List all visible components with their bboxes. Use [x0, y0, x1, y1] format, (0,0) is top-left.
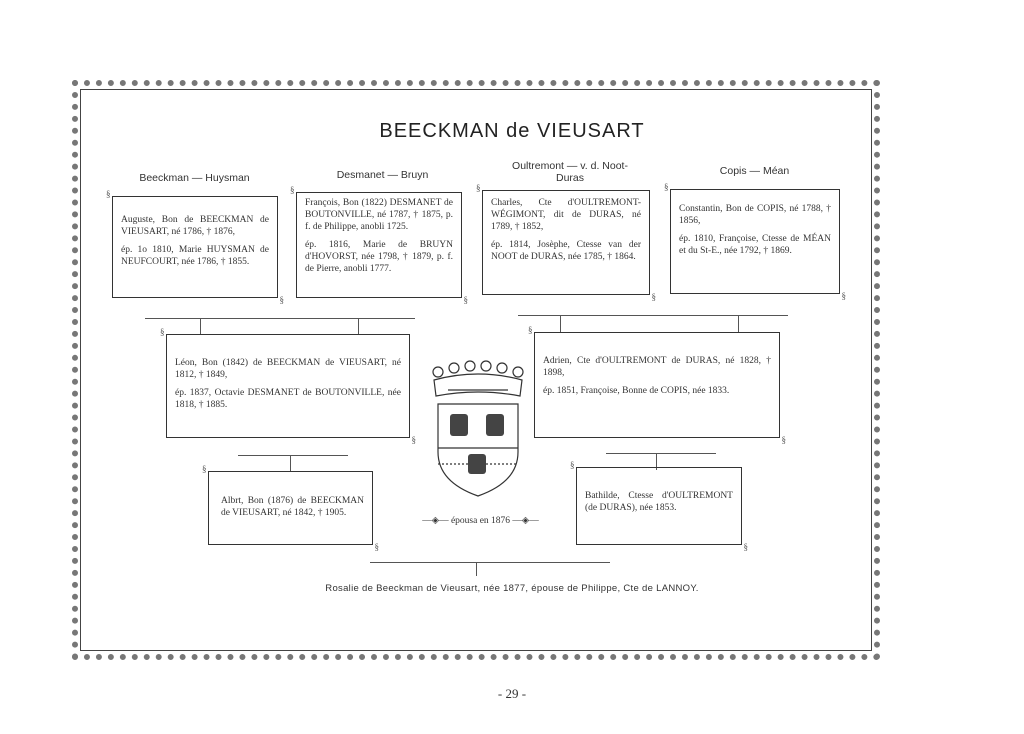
gen3-bathilde-line1: § Bathilde, Ctesse d'OULTREMONT (de DURAS), née 1853. — [585, 491, 733, 513]
gen1-copis-line2: ép. 1810, Françoise, Ctesse de MÉAN et du St-E., née 1792, † 1869. — [679, 234, 831, 256]
coat-of-arms-icon — [428, 360, 528, 500]
column-head-oultremont: Oultremont — v. d. Noot-Duras — [512, 160, 628, 184]
column-head-beeckman: Beeckman — Huysman — [139, 172, 250, 184]
connector-left-drop-2 — [358, 318, 359, 334]
marriage-note: —◈— épousa en 1876 —◈— — [422, 516, 539, 526]
connector-descendant-drop — [476, 562, 477, 576]
gen3-box-bathilde — [576, 467, 742, 545]
gen1-box-copis — [670, 189, 840, 294]
gen1-box-desmanet — [296, 192, 462, 298]
gen1-desmanet-line2: ép. 1816, Marie de BRUYN d'HOVORST, née 1798, † 1879, p. f. de Pierre, anobli 1777. — [305, 240, 453, 274]
page-number: - 29 - — [497, 686, 527, 701]
gen1-desmanet-line1: § François, Bon (1822) DESMANET de BOUTONVILLE, né 1787, † 1875, p. f. de Philippe, anobli 1725. — [305, 198, 453, 232]
gen3-box-albert — [208, 471, 373, 545]
gen1-beeckman-line2: ép. 1o 1810, Marie HUYSMAN de NEUFCOURT, née 1786, † 1855. — [121, 245, 269, 267]
gen2-box-adrien — [534, 332, 780, 438]
descendant-line: Rosalie de Beeckman de Vieusart, née 1877, épouse de Philippe, Cte de LANNOY. — [325, 583, 699, 594]
connector-left-drop — [200, 318, 201, 334]
gen2-leon-line1: § Léon, Bon (1842) de BEECKMAN de VIEUSART, né 1812, † 1849, — [175, 358, 401, 380]
gen2-adrien-line2: ép. 1851, Françoise, Bonne de COPIS, née 1833. — [543, 386, 730, 396]
connector-gen3-right — [606, 453, 716, 454]
connector-right-drop — [560, 315, 561, 332]
gen1-oultremont-line1: § Charles, Cte d'OULTREMONT-WÉGIMONT, dit de DURAS, né 1789, † 1852, — [491, 198, 641, 232]
gen2-box-leon — [166, 334, 410, 438]
gen2-adrien-line1: § Adrien, Cte d'OULTREMONT de DURAS, né 1828, † 1898, — [543, 356, 771, 378]
page-title: BEECKMAN de VIEUSART — [379, 120, 645, 142]
gen3-albert-line1: § Albrt, Bon (1876) de BEECKMAN de VIEUSART, né 1842, † 1905. — [221, 496, 364, 518]
gen1-copis-line1: § Constantin, Bon de COPIS, né 1788, † 1856, — [679, 204, 831, 226]
connector-descendant — [370, 562, 610, 563]
gen1-oultremont-line2: ép. 1814, Josèphe, Ctesse van der NOOT de DURAS, née 1785, † 1864. — [491, 240, 641, 262]
gen2-leon-line2: ép. 1837, Octavie DESMANET de BOUTONVILLE, née 1818, † 1885. — [175, 388, 401, 410]
gen1-box-beeckman — [112, 196, 278, 298]
gen1-beeckman-line1: § Auguste, Bon de BEECKMAN de VIEUSART, né 1786, † 1876, — [121, 215, 269, 237]
connector-gen3-left-drop — [290, 455, 291, 471]
column-head-desmanet: Desmanet — Bruyn — [336, 169, 429, 181]
connector-left-couple — [145, 318, 415, 319]
gen1-box-oultremont — [482, 190, 650, 295]
connector-right-couple — [518, 315, 788, 316]
column-head-copis: Copis — Méan — [719, 165, 790, 177]
connector-gen3-left — [238, 455, 348, 456]
connector-right-drop-2 — [738, 315, 739, 332]
